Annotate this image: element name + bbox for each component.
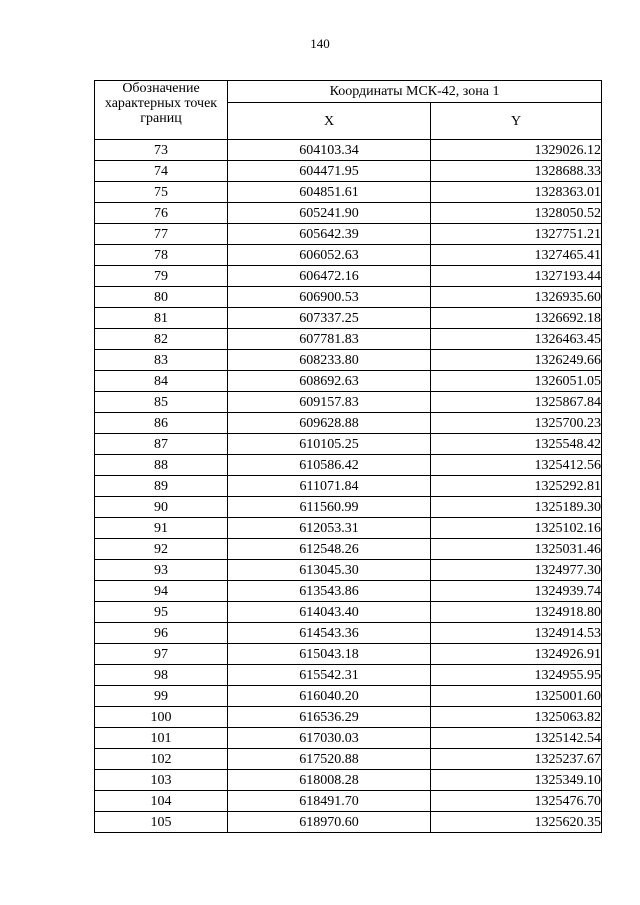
table-row — [95, 560, 602, 581]
point-number-cell: 89 — [95, 476, 228, 497]
y-coordinate-cell: 1325142.54 — [431, 728, 602, 749]
table-row — [95, 518, 602, 539]
x-coordinate-cell: 612548.26 — [228, 539, 431, 560]
point-number-cell: 103 — [95, 770, 228, 791]
point-number-cell: 101 — [95, 728, 228, 749]
x-coordinate-cell: 618008.28 — [228, 770, 431, 791]
table-row — [95, 140, 602, 161]
point-number-cell: 80 — [95, 287, 228, 308]
table-row — [95, 770, 602, 791]
table-row — [95, 371, 602, 392]
y-coordinate-cell: 1325700.23 — [431, 413, 602, 434]
x-coordinate-cell: 608233.80 — [228, 350, 431, 371]
x-coordinate-cell: 612053.31 — [228, 518, 431, 539]
y-coordinate-cell: 1326051.05 — [431, 371, 602, 392]
point-number-cell: 82 — [95, 329, 228, 350]
point-number-cell: 97 — [95, 644, 228, 665]
point-number-cell: 105 — [95, 812, 228, 833]
x-coordinate-cell: 618491.70 — [228, 791, 431, 812]
point-number-cell: 100 — [95, 707, 228, 728]
x-coordinate-cell: 610105.25 — [228, 434, 431, 455]
y-coordinate-cell: 1326249.66 — [431, 350, 602, 371]
x-coordinate-cell: 604851.61 — [228, 182, 431, 203]
x-coordinate-cell: 611560.99 — [228, 497, 431, 518]
y-coordinate-cell: 1325001.60 — [431, 686, 602, 707]
point-number-cell: 90 — [95, 497, 228, 518]
x-coordinate-cell: 616536.29 — [228, 707, 431, 728]
point-number-cell: 73 — [95, 140, 228, 161]
header-row-top — [95, 81, 602, 103]
x-coordinate-cell: 613543.86 — [228, 581, 431, 602]
y-coordinate-cell: 1326463.45 — [431, 329, 602, 350]
x-coordinate-cell: 616040.20 — [228, 686, 431, 707]
table-row — [95, 812, 602, 833]
table-row — [95, 245, 602, 266]
table-row — [95, 623, 602, 644]
point-number-cell: 94 — [95, 581, 228, 602]
x-coordinate-cell: 618970.60 — [228, 812, 431, 833]
point-number-cell: 86 — [95, 413, 228, 434]
table-row — [95, 476, 602, 497]
x-coordinate-cell: 614543.36 — [228, 623, 431, 644]
point-number-cell: 87 — [95, 434, 228, 455]
y-coordinate-cell: 1324939.74 — [431, 581, 602, 602]
y-coordinate-cell: 1328363.01 — [431, 182, 602, 203]
x-coordinate-cell: 606052.63 — [228, 245, 431, 266]
x-coordinate-cell: 606472.16 — [228, 266, 431, 287]
x-coordinate-cell: 607337.25 — [228, 308, 431, 329]
x-coordinate-cell: 607781.83 — [228, 329, 431, 350]
point-number-cell: 78 — [95, 245, 228, 266]
y-coordinate-cell: 1325620.35 — [431, 812, 602, 833]
x-coordinate-cell: 605241.90 — [228, 203, 431, 224]
point-number-cell: 95 — [95, 602, 228, 623]
x-coordinate-cell: 609628.88 — [228, 413, 431, 434]
table-row — [95, 686, 602, 707]
y-coordinate-cell: 1327193.44 — [431, 266, 602, 287]
point-number-cell: 98 — [95, 665, 228, 686]
table-row — [95, 644, 602, 665]
table-row — [95, 203, 602, 224]
table-row — [95, 161, 602, 182]
table-row — [95, 539, 602, 560]
y-coordinate-cell: 1325867.84 — [431, 392, 602, 413]
y-coordinate-cell: 1328050.52 — [431, 203, 602, 224]
y-coordinate-cell: 1324926.91 — [431, 644, 602, 665]
y-coordinate-cell: 1325412.56 — [431, 455, 602, 476]
x-coordinate-cell: 608692.63 — [228, 371, 431, 392]
y-coordinate-cell: 1328688.33 — [431, 161, 602, 182]
y-coordinate-cell: 1324977.30 — [431, 560, 602, 581]
table-row — [95, 413, 602, 434]
table-row — [95, 602, 602, 623]
y-coordinate-cell: 1327751.21 — [431, 224, 602, 245]
x-coordinate-cell: 614043.40 — [228, 602, 431, 623]
point-number-cell: 96 — [95, 623, 228, 644]
table-row — [95, 749, 602, 770]
table-row — [95, 728, 602, 749]
y-coordinate-cell: 1324918.80 — [431, 602, 602, 623]
table-row — [95, 266, 602, 287]
table-row — [95, 791, 602, 812]
x-coordinate-cell: 605642.39 — [228, 224, 431, 245]
y-coordinate-cell: 1325189.30 — [431, 497, 602, 518]
point-number-cell: 102 — [95, 749, 228, 770]
y-coordinate-cell: 1325548.42 — [431, 434, 602, 455]
table-row — [95, 182, 602, 203]
y-coordinate-cell: 1326935.60 — [431, 287, 602, 308]
header-y: Y — [431, 103, 602, 140]
y-coordinate-cell: 1326692.18 — [431, 308, 602, 329]
table-row — [95, 707, 602, 728]
y-coordinate-cell: 1325292.81 — [431, 476, 602, 497]
y-coordinate-cell: 1325349.10 — [431, 770, 602, 791]
point-number-cell: 88 — [95, 455, 228, 476]
coordinates-table — [94, 80, 602, 833]
y-coordinate-cell: 1324955.95 — [431, 665, 602, 686]
table-row — [95, 497, 602, 518]
y-coordinate-cell: 1325237.67 — [431, 749, 602, 770]
header-coordinate-system: Координаты МСК-42, зона 1 — [228, 81, 602, 103]
x-coordinate-cell: 611071.84 — [228, 476, 431, 497]
point-number-cell: 77 — [95, 224, 228, 245]
x-coordinate-cell: 604103.34 — [228, 140, 431, 161]
table-row — [95, 308, 602, 329]
y-coordinate-cell: 1325063.82 — [431, 707, 602, 728]
point-number-cell: 75 — [95, 182, 228, 203]
table-row — [95, 392, 602, 413]
table-row — [95, 287, 602, 308]
x-coordinate-cell: 613045.30 — [228, 560, 431, 581]
x-coordinate-cell: 617520.88 — [228, 749, 431, 770]
header-point-designation: Обозначение характерных точек границ — [95, 81, 228, 140]
header-x: X — [228, 103, 431, 140]
point-number-cell: 104 — [95, 791, 228, 812]
point-number-cell: 91 — [95, 518, 228, 539]
x-coordinate-cell: 615043.18 — [228, 644, 431, 665]
point-number-cell: 84 — [95, 371, 228, 392]
point-number-cell: 83 — [95, 350, 228, 371]
page-number: 140 — [310, 36, 330, 51]
table-row — [95, 350, 602, 371]
table-row — [95, 224, 602, 245]
point-number-cell: 92 — [95, 539, 228, 560]
point-number-cell: 79 — [95, 266, 228, 287]
table-body — [95, 140, 602, 833]
point-number-cell: 74 — [95, 161, 228, 182]
x-coordinate-cell: 615542.31 — [228, 665, 431, 686]
table-row — [95, 581, 602, 602]
table-row — [95, 434, 602, 455]
point-number-cell: 85 — [95, 392, 228, 413]
point-number-cell: 93 — [95, 560, 228, 581]
y-coordinate-cell: 1325102.16 — [431, 518, 602, 539]
table-row — [95, 665, 602, 686]
y-coordinate-cell: 1324914.53 — [431, 623, 602, 644]
x-coordinate-cell: 606900.53 — [228, 287, 431, 308]
x-coordinate-cell: 604471.95 — [228, 161, 431, 182]
y-coordinate-cell: 1329026.12 — [431, 140, 602, 161]
point-number-cell: 76 — [95, 203, 228, 224]
point-number-cell: 81 — [95, 308, 228, 329]
point-number-cell: 99 — [95, 686, 228, 707]
table-row — [95, 455, 602, 476]
table-row — [95, 329, 602, 350]
y-coordinate-cell: 1325031.46 — [431, 539, 602, 560]
y-coordinate-cell: 1325476.70 — [431, 791, 602, 812]
x-coordinate-cell: 610586.42 — [228, 455, 431, 476]
x-coordinate-cell: 609157.83 — [228, 392, 431, 413]
y-coordinate-cell: 1327465.41 — [431, 245, 602, 266]
x-coordinate-cell: 617030.03 — [228, 728, 431, 749]
